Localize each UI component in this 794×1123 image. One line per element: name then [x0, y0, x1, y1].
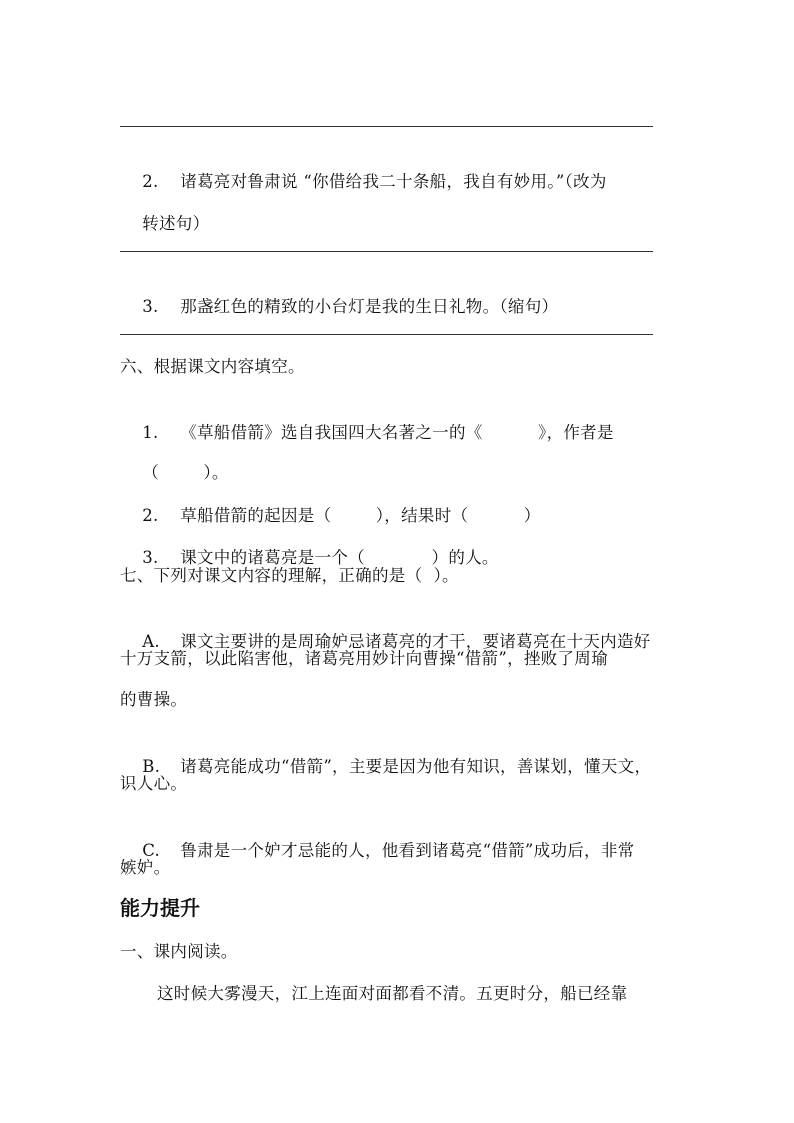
option-letter: A.	[142, 632, 160, 651]
option-a-line-3: 的曹操。	[120, 690, 188, 709]
question-text: 诸葛亮对鲁肃说 “你借给我二十条船，我自有妙用。”（改为	[180, 172, 607, 191]
question-number: 3.	[142, 297, 159, 316]
question-number: 2.	[142, 172, 159, 191]
answer-line	[120, 334, 653, 335]
section-7-title: 七、下列对课文内容的理解，正确的是（ ）。	[120, 566, 459, 585]
item-text: 课文中的诸葛亮是一个（ ）的人。	[180, 548, 499, 567]
item-number: 1.	[142, 423, 159, 442]
question-text: 那盏红色的精致的小台灯是我的生日礼物。（缩句）	[180, 297, 559, 316]
option-c-line-2: 嫉妒。	[120, 858, 171, 877]
section-6-title: 六、根据课文内容填空。	[120, 357, 305, 376]
item-text: 《草船借箭》选自我国四大名著之一的《 》，作者是	[180, 423, 614, 442]
question-3	[120, 271, 680, 343]
ability-heading: 能力提升	[120, 896, 200, 920]
option-text: 诸葛亮能成功“借箭”，主要是因为他有知识，善谋划，懂天文，	[180, 757, 652, 776]
option-letter: C.	[142, 841, 161, 860]
reading-subtitle: 一、课内阅读。	[120, 942, 238, 961]
question-text: 转述句）	[142, 214, 210, 233]
option-text: 鲁肃是一个妒才忌能的人，他看到诸葛亮“借箭”成功后，非常	[180, 841, 635, 860]
item-number: 3.	[142, 548, 159, 567]
item-text: （ ）。	[142, 463, 229, 482]
option-b-line-2: 识人心。	[120, 774, 188, 793]
answer-line	[120, 251, 653, 252]
item-number: 2.	[142, 506, 159, 525]
option-letter: B.	[142, 757, 161, 776]
answer-line	[120, 126, 653, 127]
option-a-line-2: 十万支箭，以此陷害他，诸葛亮用妙计向曹操“借箭”，挫败了周瑜	[120, 649, 608, 668]
reading-passage: 这时候大雾漫天，江上连面对面都看不清。五更时分，船已经靠	[157, 984, 628, 1003]
item-text: 草船借箭的起因是（ ），结果时（ ）	[180, 506, 541, 525]
option-text: 课文主要讲的是周瑜妒忌诸葛亮的才干，要诸葛亮在十天内造好	[180, 632, 651, 651]
question-2-line-2	[120, 188, 680, 260]
